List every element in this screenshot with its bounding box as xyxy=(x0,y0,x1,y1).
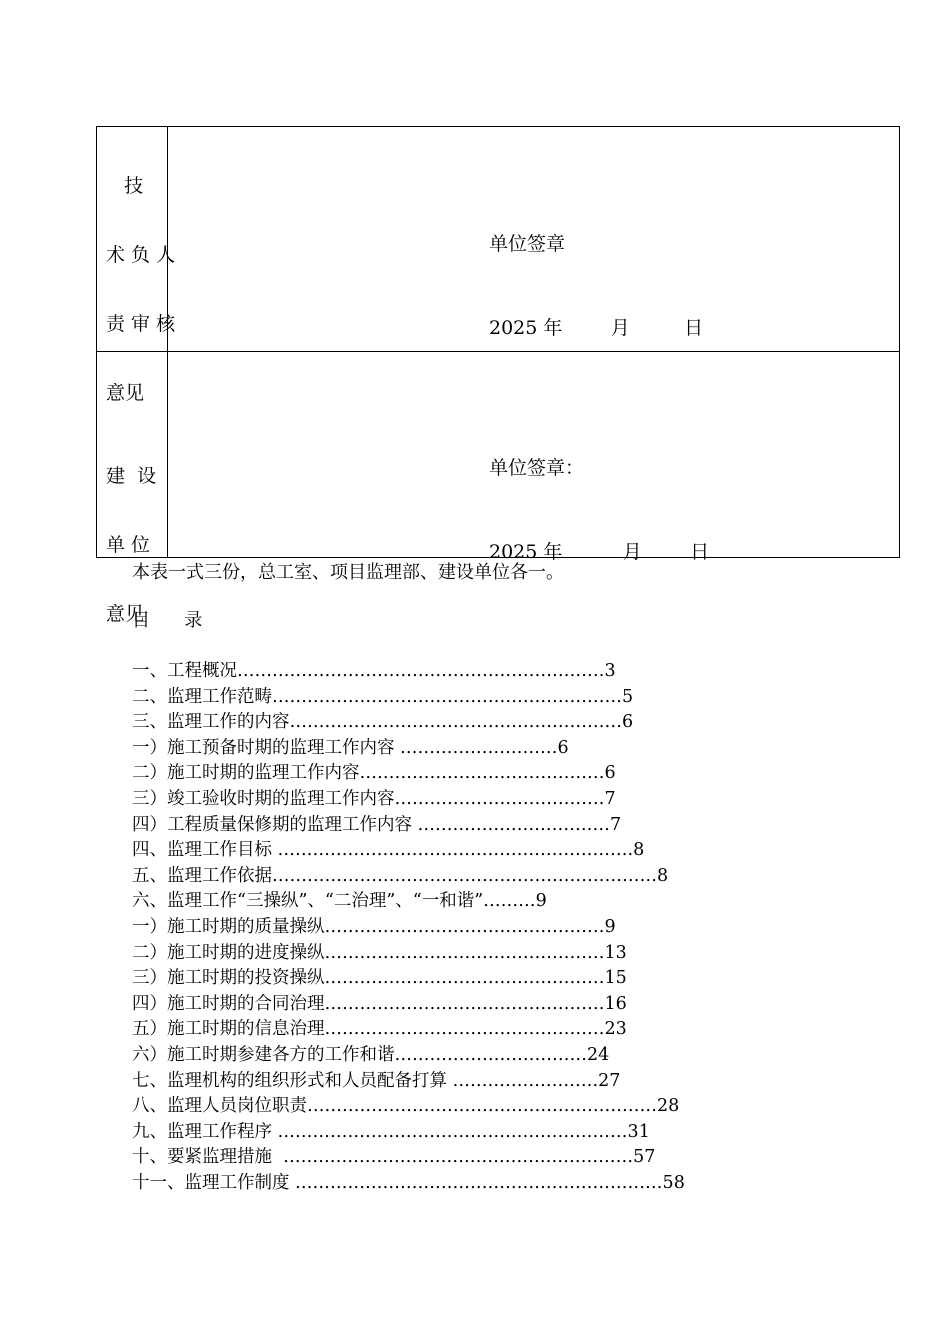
copies-note: 本表一式三份，总工室、项目监理部、建设单位各一。 xyxy=(132,562,564,583)
toc-entry: 三）施工时期的投资操纵…………………………………………15 xyxy=(132,968,627,989)
toc-entry: 一）施工预备时期的监理工作内容 ………………………6 xyxy=(132,737,569,758)
signature-label: 单位签章： xyxy=(489,457,585,479)
toc-entry: 一）施工时期的质量操纵…………………………………………9 xyxy=(132,916,616,937)
toc-entry: 二）施工时期的进度操纵…………………………………………13 xyxy=(132,942,627,963)
signature-label: 单位签章 xyxy=(489,233,566,255)
toc-entry: 一、工程概况………………………………………………………3 xyxy=(132,661,616,681)
toc-entry: 五）施工时期的信息治理…………………………………………23 xyxy=(132,1019,627,1040)
toc-entry: 三）竣工验收时期的监理工作内容………………………………7 xyxy=(132,788,616,809)
toc-entry: 七、监理机构的组织形式和人员配备打算 …………………….27 xyxy=(132,1070,621,1091)
toc-entry: 十、要紧监理措施 ……………………………………………………57 xyxy=(132,1147,656,1168)
toc-entry: 六）施工时期参建各方的工作和谐……………………………24 xyxy=(132,1044,610,1065)
tech-review-signature-block xyxy=(489,174,703,398)
date-line: 2025 年 月 日 xyxy=(489,317,704,339)
toc-entry: 五、监理工作依据…………………………………………………………8 xyxy=(132,865,669,886)
toc-entry: 十一、监理工作制度 ………………………………………………………58 xyxy=(132,1172,685,1193)
toc-entry: 九、监理工作程序 ……………………………………………………31 xyxy=(132,1121,650,1142)
toc-entry: 四）工程质量保修期的监理工作内容 ……………………………7 xyxy=(132,814,622,835)
toc-entry: 四、监理工作目标 …………………………………………………….8 xyxy=(132,840,645,861)
toc-entry: 六、监理工作“三操纵”、“二治理”、“一和谐”………9 xyxy=(132,891,547,912)
owner-opinion-label: 建 设 单 位 意见 xyxy=(106,465,157,625)
toc-entry: 二）施工时期的监理工作内容……………………………………6 xyxy=(132,763,616,784)
date-line: 2025 年 月 日 xyxy=(489,541,710,563)
toc-entry: 二、监理工作范畴……………………………………………………5 xyxy=(132,686,634,707)
toc-entry: 四）施工时期的合同治理…………………………………………16 xyxy=(132,993,627,1014)
toc-list xyxy=(132,659,685,1196)
owner-signature-block xyxy=(489,398,709,622)
toc-title: 目 录 xyxy=(132,610,203,631)
toc-entry: 三、监理工作的内容…………………………………………………6 xyxy=(132,712,634,733)
tech-lead-review-label: 技 术 负 人 责 审 核 意见 xyxy=(106,175,176,404)
toc-entry: 八、监理人员岗位职责……………………………………………………28 xyxy=(132,1096,680,1117)
